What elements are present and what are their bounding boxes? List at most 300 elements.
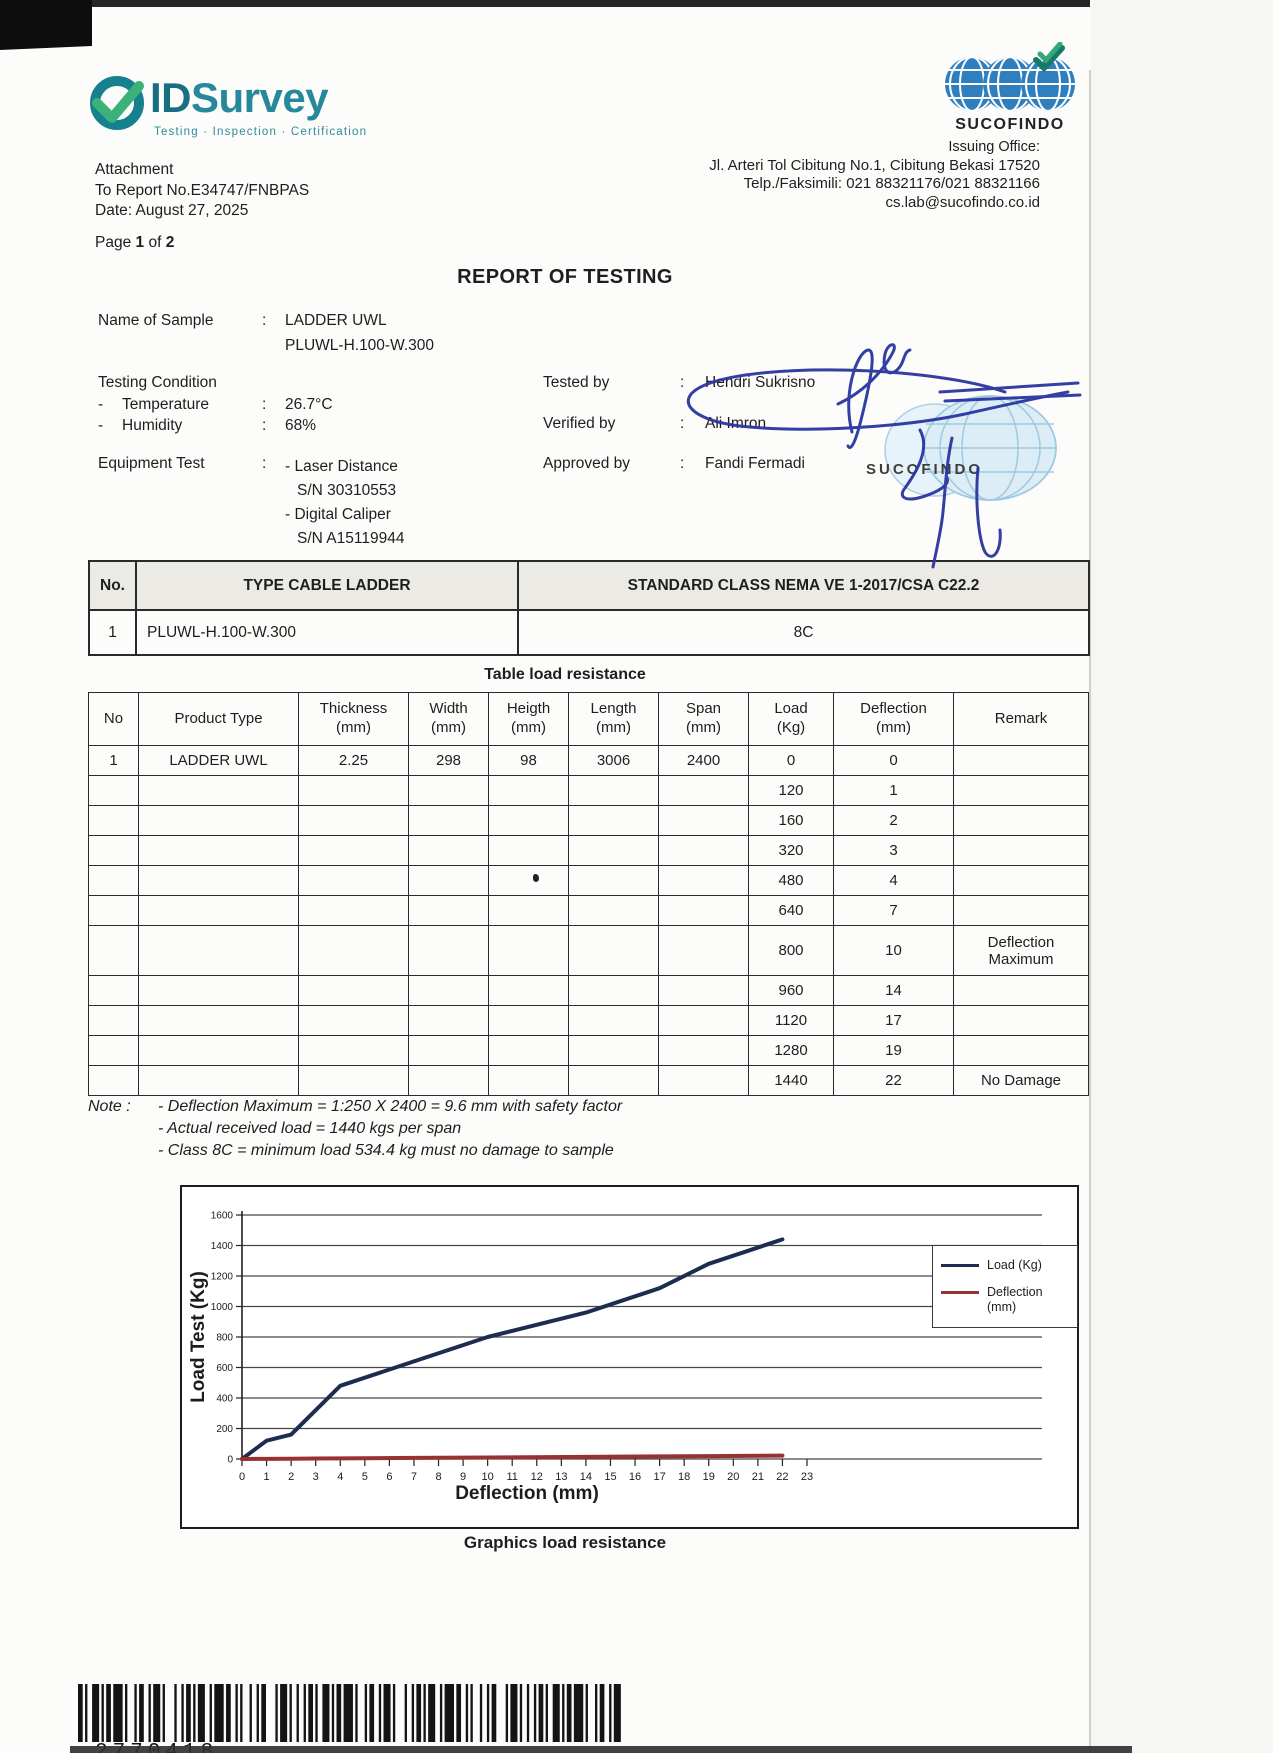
class-table-cell: PLUWL-H.100-W.300	[136, 610, 518, 655]
barcode-bar	[102, 1684, 104, 1742]
load-table-cell: 640	[749, 896, 834, 926]
colon: :	[680, 455, 685, 472]
load-table-cell	[89, 896, 139, 926]
series-line	[242, 1239, 782, 1459]
y-tick-label: 1000	[210, 1302, 233, 1313]
barcode-bar	[304, 1684, 306, 1742]
load-table-header: Width (mm)	[409, 693, 489, 746]
load-table-cell: 480	[749, 866, 834, 896]
barcode-bar	[214, 1684, 223, 1742]
load-table-cell	[299, 806, 409, 836]
load-table-cell	[569, 1036, 659, 1066]
sucofindo-logo-text: SUCOFINDO	[955, 116, 1065, 133]
load-table-cell: 120	[749, 776, 834, 806]
barcode-bar	[614, 1684, 621, 1742]
barcode-bar	[186, 1684, 191, 1742]
brand-id: ID	[150, 74, 191, 121]
note-item: - Actual received load = 1440 kgs per span	[158, 1120, 462, 1137]
barcode-bar	[322, 1684, 329, 1742]
load-table-cell: 320	[749, 836, 834, 866]
signoff-label: Tested by	[543, 374, 610, 391]
load-table-header: Thickness (mm)	[299, 693, 409, 746]
y-tick-label: 1400	[210, 1241, 233, 1252]
load-table-cell	[89, 776, 139, 806]
load-table-cell	[89, 976, 139, 1006]
load-table-cell	[569, 1066, 659, 1096]
load-table-cell: 0	[834, 746, 954, 776]
barcode-bar	[78, 1684, 83, 1742]
load-table-cell	[659, 926, 749, 976]
page-edge-shadow-area	[1091, 0, 1273, 1753]
barcode-bar	[337, 1684, 342, 1742]
barcode	[78, 1684, 626, 1742]
barcode-bar	[574, 1684, 583, 1742]
barcode-bar	[445, 1684, 454, 1742]
chart-legend	[932, 1245, 1078, 1328]
barcode-bar	[510, 1684, 517, 1742]
barcode-bar	[423, 1684, 425, 1742]
sucofindo-check-icon	[1030, 42, 1068, 74]
load-table-cell	[489, 926, 569, 976]
barcode-bar	[553, 1684, 560, 1742]
load-table-cell: 10	[834, 926, 954, 976]
load-table-cell	[409, 976, 489, 1006]
page-number: 1	[135, 234, 145, 251]
sample-code-value: PLUWL-H.100-W.300	[285, 337, 435, 354]
load-table-caption: Table load resistance	[484, 666, 646, 683]
signoff-value: Fandi Fermadi	[705, 455, 805, 472]
load-table-cell	[409, 806, 489, 836]
idsurvey-logo-icon	[86, 70, 148, 134]
barcode-bar	[412, 1684, 414, 1742]
load-table-cell	[569, 896, 659, 926]
load-table	[88, 692, 1089, 1096]
x-tick-label: 22	[776, 1471, 789, 1483]
issuing-office-label: Issuing Office:	[948, 139, 1040, 155]
barcode-bar	[257, 1684, 259, 1742]
load-table-cell: 22	[834, 1066, 954, 1096]
signoff-value: Hendri Sukrisno	[705, 374, 816, 391]
barcode-bar	[600, 1684, 605, 1742]
y-axis-label: Load Test (Kg)	[188, 1271, 209, 1403]
load-table-cell	[299, 1066, 409, 1096]
load-table-cell	[569, 976, 659, 1006]
load-table-cell: 2400	[659, 746, 749, 776]
load-table-header: Heigth (mm)	[489, 693, 569, 746]
x-tick-label: 1	[263, 1471, 270, 1483]
note-item: - Class 8C = minimum load 534.4 kg must no damage to sample	[158, 1142, 614, 1159]
issuing-office-email: cs.lab@sucofindo.co.id	[885, 193, 1040, 211]
barcode-bar	[315, 1684, 317, 1742]
humidity-dash: -	[98, 417, 104, 434]
signoff-label: Approved by	[543, 455, 631, 472]
equipment-list	[285, 455, 404, 551]
stamp-text: SUCOFINDO	[866, 461, 983, 478]
load-table-cell	[954, 776, 1089, 806]
load-table-cell: 160	[749, 806, 834, 836]
barcode-bar	[534, 1684, 536, 1742]
load-table-cell	[659, 976, 749, 1006]
load-table-cell: 14	[834, 976, 954, 1006]
x-tick-label: 23	[800, 1471, 814, 1483]
load-table-cell: 2	[834, 806, 954, 836]
load-table-cell	[299, 836, 409, 866]
barcode-bar	[440, 1684, 442, 1742]
load-table-cell: 800	[749, 926, 834, 976]
x-tick-label: 12	[530, 1471, 543, 1483]
barcode-bar	[149, 1684, 151, 1742]
load-table-cell	[659, 776, 749, 806]
humidity-value: 68%	[285, 417, 317, 434]
idsurvey-logo-text	[150, 74, 328, 122]
load-table-cell	[89, 1006, 139, 1036]
x-tick-label: 14	[579, 1471, 593, 1483]
load-table-cell	[489, 896, 569, 926]
load-table-cell	[659, 1036, 749, 1066]
x-tick-label: 2	[288, 1471, 295, 1483]
load-table-cell: LADDER UWL	[139, 746, 299, 776]
load-table-cell	[489, 836, 569, 866]
x-tick-label: 6	[386, 1471, 393, 1483]
load-table-cell	[409, 1006, 489, 1036]
load-table-cell	[89, 926, 139, 976]
load-table-cell	[954, 1036, 1089, 1066]
y-tick-label: 800	[216, 1332, 233, 1344]
barcode-bar	[113, 1684, 122, 1742]
load-table-cell	[139, 866, 299, 896]
load-table-cell: 19	[834, 1036, 954, 1066]
x-tick-label: 7	[410, 1471, 418, 1483]
load-table-cell	[139, 776, 299, 806]
y-tick-label: 1600	[210, 1210, 233, 1222]
load-table-cell: 0	[749, 746, 834, 776]
barcode-bar	[163, 1684, 165, 1742]
barcode-bar	[539, 1684, 544, 1742]
load-table-cell	[409, 1036, 489, 1066]
colon: :	[262, 455, 267, 472]
barcode-bar	[355, 1684, 357, 1742]
load-table-cell: 1440	[749, 1066, 834, 1096]
legend-label: Deflection (mm)	[987, 1285, 1043, 1314]
load-table-cell	[954, 896, 1089, 926]
barcode-bar	[384, 1684, 391, 1742]
barcode-bar	[226, 1684, 231, 1742]
page-indicator	[95, 234, 174, 252]
barcode-bar	[125, 1684, 127, 1742]
load-table-header: Length (mm)	[569, 693, 659, 746]
barcode-bar	[198, 1684, 205, 1742]
barcode-bar	[416, 1684, 421, 1742]
class-table-header: STANDARD CLASS NEMA VE 1-2017/CSA C22.2	[518, 561, 1089, 610]
barcode-bar	[470, 1684, 472, 1742]
load-table-cell: 17	[834, 1006, 954, 1036]
note-label: Note :	[88, 1098, 131, 1115]
barcode-bar	[297, 1684, 299, 1742]
load-table-cell	[489, 806, 569, 836]
chart-svg	[182, 1187, 1072, 1522]
load-table-cell: 3	[834, 836, 954, 866]
sucofindo-stamp-icon	[866, 396, 1056, 500]
barcode-bar	[261, 1684, 266, 1742]
notes-block	[88, 1096, 622, 1162]
x-tick-label: 11	[506, 1471, 518, 1483]
barcode-bar	[308, 1684, 313, 1742]
attachment-line2: To Report No.E34747/FNBPAS	[95, 181, 310, 199]
load-table-cell: 98	[489, 746, 569, 776]
load-table-cell	[489, 1066, 569, 1096]
load-table-cell	[409, 836, 489, 866]
barcode-bar	[520, 1684, 522, 1742]
colon: :	[262, 417, 267, 434]
colon: :	[262, 312, 267, 329]
barcode-bar	[240, 1684, 242, 1742]
barcode-bar	[506, 1684, 508, 1742]
x-tick-label: 9	[460, 1471, 467, 1483]
class-table-cell: 1	[89, 610, 136, 655]
load-table-cell	[139, 806, 299, 836]
x-tick-label: 20	[727, 1471, 740, 1483]
barcode-bar	[586, 1684, 588, 1742]
load-table-header: Span (mm)	[659, 693, 749, 746]
barcode-bar	[174, 1684, 176, 1742]
of-word: of	[148, 234, 162, 251]
barcode-bar	[492, 1684, 497, 1742]
signoff-label: Verified by	[543, 415, 616, 432]
legend-label: Load (Kg)	[987, 1258, 1042, 1272]
load-table-header: Deflection (mm)	[834, 693, 954, 746]
class-table-cell: 8C	[518, 610, 1089, 655]
barcode-bar	[134, 1684, 136, 1742]
load-table-cell: Deflection Maximum	[954, 926, 1089, 976]
scan-speck	[533, 874, 539, 882]
barcode-bar	[193, 1684, 195, 1742]
load-table-cell	[569, 866, 659, 896]
scan-edge-bottom	[70, 1746, 1132, 1753]
load-table-cell: 3006	[569, 746, 659, 776]
load-table-cell	[659, 1006, 749, 1036]
load-table-cell	[569, 806, 659, 836]
load-table-cell: 2.25	[299, 746, 409, 776]
load-table-cell	[89, 806, 139, 836]
colon: :	[680, 415, 685, 432]
load-table-cell	[954, 866, 1089, 896]
load-table-cell: No Damage	[954, 1066, 1089, 1096]
page-word: Page	[95, 234, 132, 251]
load-table-cell	[139, 976, 299, 1006]
barcode-bar	[456, 1684, 461, 1742]
load-table-cell	[299, 1006, 409, 1036]
testing-condition-label: Testing Condition	[98, 374, 217, 391]
load-table-cell	[489, 1036, 569, 1066]
x-tick-label: 16	[628, 1471, 642, 1483]
load-table-cell: 1120	[749, 1006, 834, 1036]
load-table-cell	[299, 866, 409, 896]
x-tick-label: 15	[604, 1471, 617, 1483]
x-tick-label: 18	[678, 1471, 691, 1483]
load-table-header: Remark	[954, 693, 1089, 746]
issuing-office-address: Jl. Arteri Tol Cibitung No.1, Cibitung Bekasi 17520	[709, 156, 1040, 174]
barcode-bar	[487, 1684, 489, 1742]
barcode-bar	[85, 1684, 87, 1742]
issuing-office-phone: Telp./Faksimili: 021 88321176/021 88321166	[743, 175, 1040, 192]
issuing-office-block	[690, 138, 1040, 212]
barcode-bar	[466, 1684, 468, 1742]
load-table-cell	[299, 776, 409, 806]
signature-stamp-overlay	[630, 325, 1100, 595]
barcode-bar	[275, 1684, 277, 1742]
load-table-cell	[139, 896, 299, 926]
barcode-bar	[595, 1684, 597, 1742]
equipment-item: S/N A15119944	[297, 530, 405, 547]
y-tick-label: 200	[216, 1424, 233, 1435]
load-table-cell	[409, 896, 489, 926]
load-table-cell	[489, 1006, 569, 1036]
load-table-cell	[139, 1066, 299, 1096]
temperature-dash: -	[98, 396, 104, 413]
load-table-cell	[659, 806, 749, 836]
barcode-bar	[181, 1684, 183, 1742]
load-table-cell	[89, 836, 139, 866]
humidity-label: Humidity	[122, 417, 183, 434]
note-item: - Deflection Maximum = 1:250 X 2400 = 9.6 mm with safety factor	[158, 1098, 623, 1115]
barcode-bar	[235, 1684, 237, 1742]
barcode-bar	[250, 1684, 252, 1742]
load-table-header: Load (Kg)	[749, 693, 834, 746]
barcode-bar	[609, 1684, 611, 1742]
load-table-cell: 7	[834, 896, 954, 926]
load-table-cell	[299, 976, 409, 1006]
colon: :	[262, 396, 267, 413]
barcode-bar	[365, 1684, 367, 1742]
load-table-cell	[139, 926, 299, 976]
chart-caption: Graphics load resistance	[463, 1533, 667, 1552]
x-tick-label: 5	[361, 1471, 368, 1483]
x-tick-label: 19	[702, 1471, 715, 1483]
load-table-cell	[954, 746, 1089, 776]
legend-entry	[941, 1285, 1069, 1315]
attachment-line1: Attachment	[95, 161, 174, 178]
load-table-cell	[139, 1036, 299, 1066]
barcode-bar	[280, 1684, 287, 1742]
load-table-cell	[659, 866, 749, 896]
load-table-cell: 1	[834, 776, 954, 806]
x-tick-label: 17	[653, 1471, 666, 1483]
y-tick-label: 0	[227, 1454, 233, 1466]
load-table-cell	[89, 1066, 139, 1096]
attachment-block	[95, 160, 309, 222]
load-table-cell	[659, 1066, 749, 1096]
equipment-item: S/N 30310553	[297, 482, 397, 499]
load-table-cell	[569, 776, 659, 806]
barcode-bar	[379, 1684, 381, 1742]
load-table-cell	[409, 926, 489, 976]
load-table-cell	[489, 976, 569, 1006]
equipment-item: - Laser Distance	[285, 458, 398, 475]
load-chart	[180, 1185, 1079, 1529]
class-table-header: No.	[89, 561, 136, 610]
barcode-bar	[332, 1684, 334, 1742]
load-table-cell	[659, 836, 749, 866]
x-tick-label: 10	[481, 1471, 494, 1483]
load-table-cell	[89, 866, 139, 896]
class-table-header: TYPE CABLE LADDER	[136, 561, 518, 610]
barcode-bar	[369, 1684, 374, 1742]
equipment-label: Equipment Test	[98, 455, 205, 472]
load-table-cell	[569, 836, 659, 866]
scan-edge-corner	[0, 0, 92, 50]
load-table-cell	[954, 836, 1089, 866]
load-table-cell	[299, 926, 409, 976]
x-axis-label: Deflection (mm)	[455, 1483, 599, 1504]
load-table-cell	[409, 1066, 489, 1096]
barcode-bar	[210, 1684, 212, 1742]
load-table-cell: 1	[89, 746, 139, 776]
legend-line-swatch	[941, 1291, 979, 1294]
load-table-cell: 298	[409, 746, 489, 776]
equipment-item: - Digital Caliper	[285, 506, 391, 523]
load-table-cell	[299, 896, 409, 926]
barcode-bar	[344, 1684, 353, 1742]
colon: :	[680, 374, 685, 391]
legend-line-swatch	[941, 1264, 979, 1267]
barcode-bar	[546, 1684, 548, 1742]
barcode-bar	[428, 1684, 435, 1742]
load-table-cell: 960	[749, 976, 834, 1006]
report-title: REPORT OF TESTING	[457, 266, 673, 288]
load-table-cell	[299, 1036, 409, 1066]
barcode-bar	[92, 1684, 99, 1742]
x-tick-label: 3	[312, 1471, 319, 1483]
load-table-cell	[489, 866, 569, 896]
load-table-cell	[569, 926, 659, 976]
attachment-line3: Date: August 27, 2025	[95, 202, 249, 219]
x-tick-label: 0	[238, 1471, 246, 1483]
brand-survey: Survey	[191, 74, 329, 121]
load-table-cell	[409, 866, 489, 896]
load-table-cell	[89, 1036, 139, 1066]
load-table-cell	[659, 896, 749, 926]
x-tick-label: 21	[751, 1471, 764, 1483]
y-tick-label: 400	[216, 1393, 233, 1405]
scan-edge-top	[0, 0, 1090, 7]
load-table-cell	[489, 776, 569, 806]
y-tick-label: 600	[216, 1363, 233, 1374]
barcode-bar	[139, 1684, 144, 1742]
load-table-cell	[954, 1006, 1089, 1036]
barcode-bar	[562, 1684, 564, 1742]
barcode-bar	[405, 1684, 407, 1742]
sample-name-label: Name of Sample	[98, 312, 214, 329]
temperature-value: 26.7°C	[285, 396, 333, 413]
barcode-bar	[106, 1684, 111, 1742]
note-items	[158, 1096, 622, 1162]
x-tick-label: 8	[435, 1471, 442, 1483]
load-table-header: No	[89, 693, 139, 746]
load-table-cell	[954, 806, 1089, 836]
page-total: 2	[165, 234, 175, 251]
sample-name-value: LADDER UWL	[285, 312, 387, 329]
barcode-bar	[480, 1684, 482, 1742]
temperature-label: Temperature	[122, 396, 210, 413]
x-tick-label: 4	[337, 1471, 344, 1483]
page-crease-line	[1089, 70, 1091, 1753]
idsurvey-tagline: Testing · Inspection · Certification	[154, 126, 368, 138]
signoff-value: Ali Imron	[705, 415, 767, 432]
barcode-bar	[393, 1684, 395, 1742]
barcode-bar	[567, 1684, 572, 1742]
load-table-cell	[954, 976, 1089, 1006]
load-table-cell: 1280	[749, 1036, 834, 1066]
